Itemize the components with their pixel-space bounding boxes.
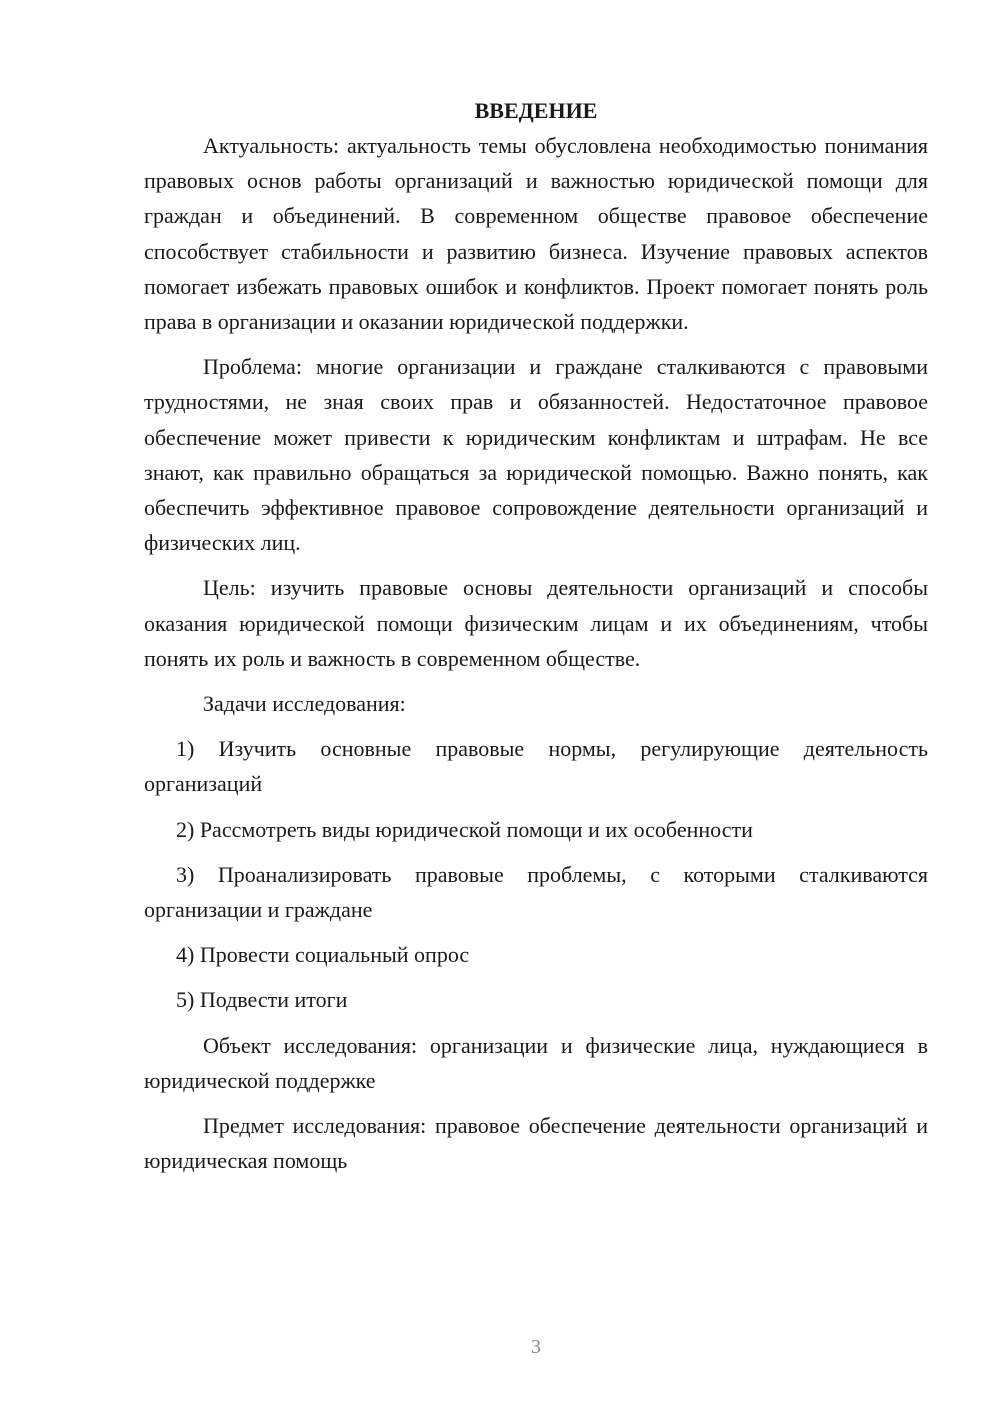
document-page: [144, 93, 928, 1188]
paragraph-goal: Цель: изучить правовые основы деятельности организаций и способы оказания юридической помощи физическим лицам и их объединениям, чтобы понять их роль и важность в современном обществе.: [144, 575, 928, 671]
paragraph-subject: Предмет исследования: правовое обеспечение деятельности организаций и юридическая помощь: [144, 1113, 928, 1174]
page-number: 3: [531, 1336, 541, 1358]
task-item-5: 5) Подвести итоги: [176, 987, 348, 1013]
tasks-heading: Задачи исследования:: [203, 691, 406, 717]
task-item-2: 2) Рассмотреть виды юридической помощи и их особенности: [176, 816, 753, 842]
document-title: ВВЕДЕНИЕ: [474, 98, 598, 123]
task-item-4: 4) Провести социальный опрос: [176, 942, 470, 968]
task-item-1: 1) Изучить основные правовые нормы, регулирующие деятельность организаций: [144, 736, 928, 797]
paragraph-relevance: Актуальность: актуальность темы обусловлена необходимостью понимания правовых основ работы организаций и важностью юридической помощи для граждан и объединений. В современном обществе правовое обеспечение способствует стабильности и развитию бизнеса. Изучение правовых аспектов помогает избежать правовых ошибок и конфликтов. Проект помогает понять роль права в организации и оказании юридической поддержки.: [144, 133, 928, 335]
paragraph-problem: Проблема: многие организации и граждане сталкиваются с правовыми трудностями, не зная своих прав и обязанностей. Недостаточное правовое обеспечение может привести к юридическим конфликтам и штрафам. Не все знают, как правильно обращаться за юридической помощью. Важно понять, как обеспечить эффективное правовое сопровождение деятельности организаций и физических лиц.: [144, 354, 928, 556]
paragraph-object: Объект исследования: организации и физические лица, нуждающиеся в юридической поддержке: [144, 1032, 928, 1093]
task-item-3: 3) Проанализировать правовые проблемы, с которыми сталкиваются организации и граждане: [144, 861, 928, 923]
